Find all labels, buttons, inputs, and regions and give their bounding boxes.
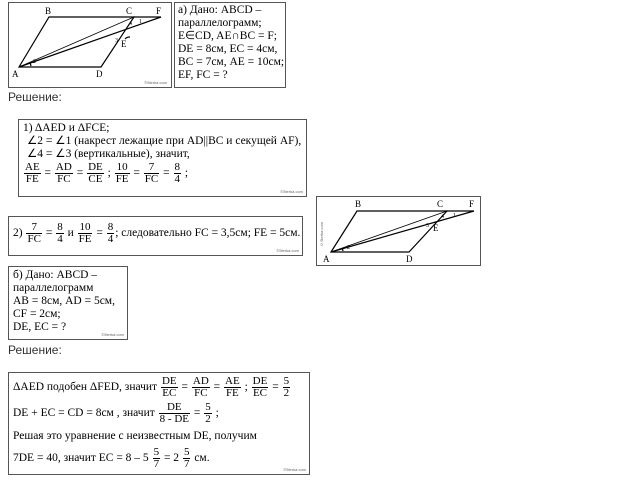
given-b-box <box>8 266 128 340</box>
fig2-label-D: D <box>406 254 413 264</box>
fig1-label-E: E <box>121 39 127 49</box>
fig1-angle-1: 1 <box>139 19 142 25</box>
parallelogram-figure-1 <box>9 3 173 89</box>
given-a-line-3: E∈CD, AE∩BC = F; <box>178 30 277 42</box>
given-a-line-2: параллелограмм; <box>178 17 262 29</box>
step3-line-1: ΔAED подобен ΔFED, значит $\frac{DE}{EC}$ = $\frac{AD}{FC}$ = $\frac{AE}{FE}$ ; $\frac{DE}{EC}$ = $\frac{5}{2}$ <box>13 375 290 399</box>
step1-frac-ad-fc: $\frac{AD}{FC}$ <box>55 161 72 185</box>
fig1-angle-4: 4 <box>129 21 132 27</box>
given-a-box <box>174 2 286 88</box>
given-a-line-4: DE = 8см, EC = 4см, <box>178 43 278 55</box>
fig2-angle-3: 3 <box>426 223 429 229</box>
step1-line-2: ∠2 = ∠1 (накрест лежащие при AD||BC и секущей AF), <box>27 135 302 147</box>
step2-frac-8-4-a: $\frac{8}{4}$ <box>57 221 63 245</box>
step2-line: 2) $\frac{7}{FC}$ = $\frac{8}{4}$ и $\frac{10}{FE}$ = $\frac{8}{4}$ ; следовательно FC = 3,5см; FE = 5см. <box>13 221 301 245</box>
step-2-box <box>8 216 303 256</box>
given-b-watermark: ©5terka.com <box>101 332 124 337</box>
step-3-box <box>8 372 310 475</box>
given-a-line-5: BC = 7см, AE = 10см; <box>178 56 285 68</box>
fig2-angle-4: 4 <box>441 214 444 220</box>
step-1-box <box>18 119 307 197</box>
step3-frac-de-ec-b: $\frac{DE}{EC}$ <box>252 375 268 399</box>
step2-frac-8-4-b: $\frac{8}{4}$ <box>107 221 114 245</box>
step3-frac-de-8minus: $\frac{DE}{8 - DE}$ <box>159 401 189 425</box>
fig2-label-C: C <box>437 199 444 209</box>
step1-frac-7-fc: $\frac{7}{FC}$ <box>144 161 159 185</box>
fig2-label-F: F <box>469 199 475 209</box>
step1-frac-10-fe: $\frac{10}{FE}$ <box>115 161 129 185</box>
fig1-angle-2: 2 <box>33 59 36 65</box>
step3-frac-de-ec-a: $\frac{DE}{EC}$ <box>161 375 177 399</box>
fig2-label-E: E <box>433 223 439 233</box>
step1-line-1: 1) ΔAED и ΔFCE; <box>23 122 110 134</box>
step3-watermark: ©5terka.com <box>283 467 306 472</box>
step1-frac-ae-fe: $\frac{AE}{FE}$ <box>25 161 40 185</box>
solution-label-2: Решение: <box>8 343 62 357</box>
fig2-angle-1: 1 <box>453 213 456 219</box>
fig1-watermark: ©5terka.com <box>144 80 167 85</box>
step3-frac-ae-fe: $\frac{AE}{FE}$ <box>225 375 240 399</box>
given-a-line-1: а) Дано: ABCD – <box>178 4 262 16</box>
step3-line-2: DE + EC = CD = 8см , значит $\frac{DE}{8 - DE}$ = $\frac{5}{2}$ ; <box>13 401 219 425</box>
fig1-angle-3: 3 <box>115 38 118 44</box>
given-b-line-3: AB = 8см, AD = 5см, <box>13 295 115 307</box>
figure-1-box <box>8 2 172 88</box>
fig2-watermark: ©5terka.com <box>319 222 324 247</box>
given-b-line-2: параллелограмм <box>13 282 94 294</box>
given-b-line-5: DE, EC = ? <box>13 321 67 333</box>
step2-frac-7-fc: $\frac{7}{FC}$ <box>27 221 41 245</box>
figure-2-box <box>316 196 481 266</box>
fig2-label-B: B <box>355 199 362 209</box>
given-a-line-6: EF, FC = ? <box>178 69 228 81</box>
step1-line-3: ∠4 = ∠3 (вертикальные), значит, <box>27 148 190 160</box>
step3-frac-ad-fc: $\frac{AD}{FC}$ <box>192 375 209 399</box>
step3-line-3: Решая это уравнение с неизвестным DE, получим <box>13 430 257 442</box>
given-b-line-1: б) Дано: ABCD – <box>13 269 98 281</box>
solution-label-1: Решение: <box>8 90 62 104</box>
step1-frac-8-4: $\frac{8}{4}$ <box>174 161 180 185</box>
given-b-line-4: CF = 2см; <box>13 308 61 320</box>
step3-frac-5-2-b: $\frac{5}{2}$ <box>205 401 211 425</box>
step3-mixed-frac-2: $\frac{5}{7}$ <box>183 446 190 470</box>
fig1-label-A: A <box>12 69 19 79</box>
fig2-angle-2: 2 <box>347 245 350 251</box>
parallelogram-figure-2 <box>317 197 482 267</box>
step1-frac-de-ce: $\frac{DE}{CE}$ <box>88 161 103 185</box>
fig1-label-B: B <box>45 6 52 16</box>
fig2-label-A: A <box>323 254 330 264</box>
fig1-label-C: C <box>126 6 133 16</box>
step2-watermark: ©5terka.com <box>276 248 299 253</box>
step3-frac-5-2-a: $\frac{5}{2}$ <box>283 375 290 399</box>
step2-frac-10-fe: $\frac{10}{FE}$ <box>78 221 92 245</box>
step3-line-4: 7DE = 40, значит EC = 8 – 5 $\frac{5}{7}$ = 2 $\frac{5}{7}$ см. <box>13 446 210 470</box>
fig1-label-F: F <box>156 6 162 16</box>
step3-mixed-frac-1: $\frac{5}{7}$ <box>153 446 160 470</box>
step1-ratios: $\frac{AE}{FE}$ = $\frac{AD}{FC}$ = $\frac{DE}{CE}$ ; $\frac{10}{FE}$ = $\frac{7}{FC}$ = $\frac{8}{4}$ ; <box>25 161 189 185</box>
step1-watermark: ©5terka.com <box>280 189 303 194</box>
fig1-label-D: D <box>96 69 103 79</box>
